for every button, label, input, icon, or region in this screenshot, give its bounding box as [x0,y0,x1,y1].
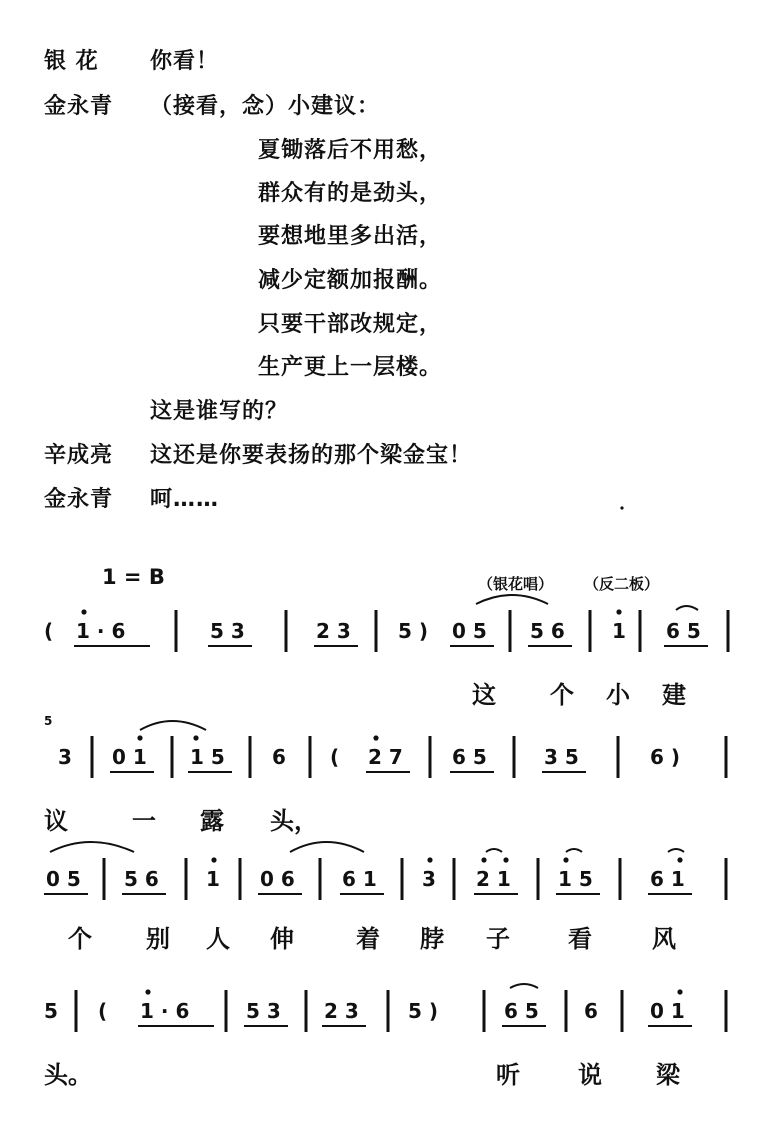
lyric-char: 听 [496,1061,520,1089]
poem-line: 生产更上一层楼。 [258,355,443,380]
note-token: 6 5 [666,619,701,643]
lyric-char: 这 [472,681,496,709]
note-token: 1 5 [190,745,225,769]
high-dot [677,857,682,862]
lyric-char: 伸 [270,925,294,953]
lyric-char: 建 [662,681,686,709]
lyric-char: 一 [132,807,156,835]
slur [668,849,684,852]
dialogue-line: （接看，念）小建议： [150,94,381,119]
note-token: 0 1 [112,745,147,769]
note-token: 5 ) [408,999,439,1023]
lyric-char: 头， [270,807,318,835]
note-token: ( [330,745,340,769]
note-token: ( [44,619,54,643]
note-token: 1 · 6 [140,999,190,1023]
note-token: 2 3 [316,619,351,643]
lyric-char: 脖 [420,925,444,953]
note-token: 3 [58,745,72,769]
note-token: 1 [206,867,220,891]
bar-lines [76,610,728,1032]
high-dot [616,609,621,614]
high-dot [427,857,432,862]
slur [676,606,698,610]
lyric-char: 头。 [44,1061,92,1089]
note-token: 0 5 [452,619,487,643]
lyric-char: 说 [578,1061,602,1089]
speaker-jinyongqing: 金永青 [44,487,114,512]
dialogue-line: 你看！ [150,49,220,74]
note-token: 6 ) [650,745,681,769]
note-token: 2 1 [476,867,511,891]
lyric-char: 小 [606,681,630,709]
lyric-char: 人 [206,925,230,953]
note-token: 6 [272,745,286,769]
note-token: 0 5 [46,867,81,891]
slur [290,842,364,852]
high-dot [373,735,378,740]
speck [620,506,623,509]
note-token: 5 3 [246,999,281,1023]
note-token: 5 3 [210,619,245,643]
note-token: 1 · 6 [76,619,126,643]
lyric-char: 子 [486,925,510,953]
lyric-char: 露 [200,807,224,835]
lyric-char: 风 [652,925,676,953]
note-token: 0 6 [260,867,295,891]
lyric-char: 个 [68,925,92,953]
note-token: 5 [44,999,58,1023]
note-token: 1 [612,619,626,643]
high-dot [193,735,198,740]
grace-note: 5 [44,714,53,728]
note-token: 2 3 [324,999,359,1023]
high-dot [481,857,486,862]
slur [140,721,206,730]
high-dot [137,735,142,740]
slur [566,849,582,852]
high-dot [503,857,508,862]
high-dot [145,989,150,994]
note-token: 3 5 [544,745,579,769]
lyric-char: 看 [568,925,592,953]
note-token: ( [98,999,108,1023]
speaker-xinchengliang: 辛成亮 [44,443,114,468]
note-token: 3 [422,867,436,891]
slurs [50,595,698,988]
note-token: 1 5 [558,867,593,891]
slur [486,849,502,852]
poem-line: 群众有的是劲头， [258,181,443,206]
dialogue-line: 这还是你要表扬的那个梁金宝！ [150,443,473,468]
note-token: 0 1 [650,999,685,1023]
speaker-yinhua: 银 花 [44,49,99,74]
dialogue-line: 这是谁写的？ [150,399,289,424]
high-dot [563,857,568,862]
note-token: 6 5 [504,999,539,1023]
slur [50,842,134,852]
poem-line: 只要干部改规定， [258,312,443,337]
note-token: 6 1 [650,867,685,891]
high-dot [211,857,216,862]
note-token: 5 ) [398,619,429,643]
dialogue-line: 呵…… [150,487,220,512]
lyric-char: 个 [550,681,574,709]
singer-tag: （银花唱） [478,575,554,593]
lyric-char: 别 [146,925,170,953]
poem-line: 夏锄落后不用愁， [258,138,443,163]
high-dot [81,609,86,614]
slur [476,595,548,604]
note-token: 6 [584,999,598,1023]
lyric-char: 梁 [656,1061,680,1089]
speaker-jinyongqing: 金永青 [44,94,114,119]
note-token: 2 7 [368,745,403,769]
poem-line: 减少定额加报酬。 [258,268,443,293]
rhythm-underlines [44,646,708,1026]
lyric-char: 着 [356,925,380,953]
note-token: 5 6 [530,619,565,643]
note-token: 6 5 [452,745,487,769]
lyric-char: 议 [44,807,68,835]
key-signature: 1 = B [102,565,165,589]
slur [510,984,538,988]
mode-tag: （反二板） [584,575,660,593]
note-token: 6 1 [342,867,377,891]
high-dot [677,989,682,994]
poem-line: 要想地里多出活， [258,224,443,249]
note-token: 5 6 [124,867,159,891]
